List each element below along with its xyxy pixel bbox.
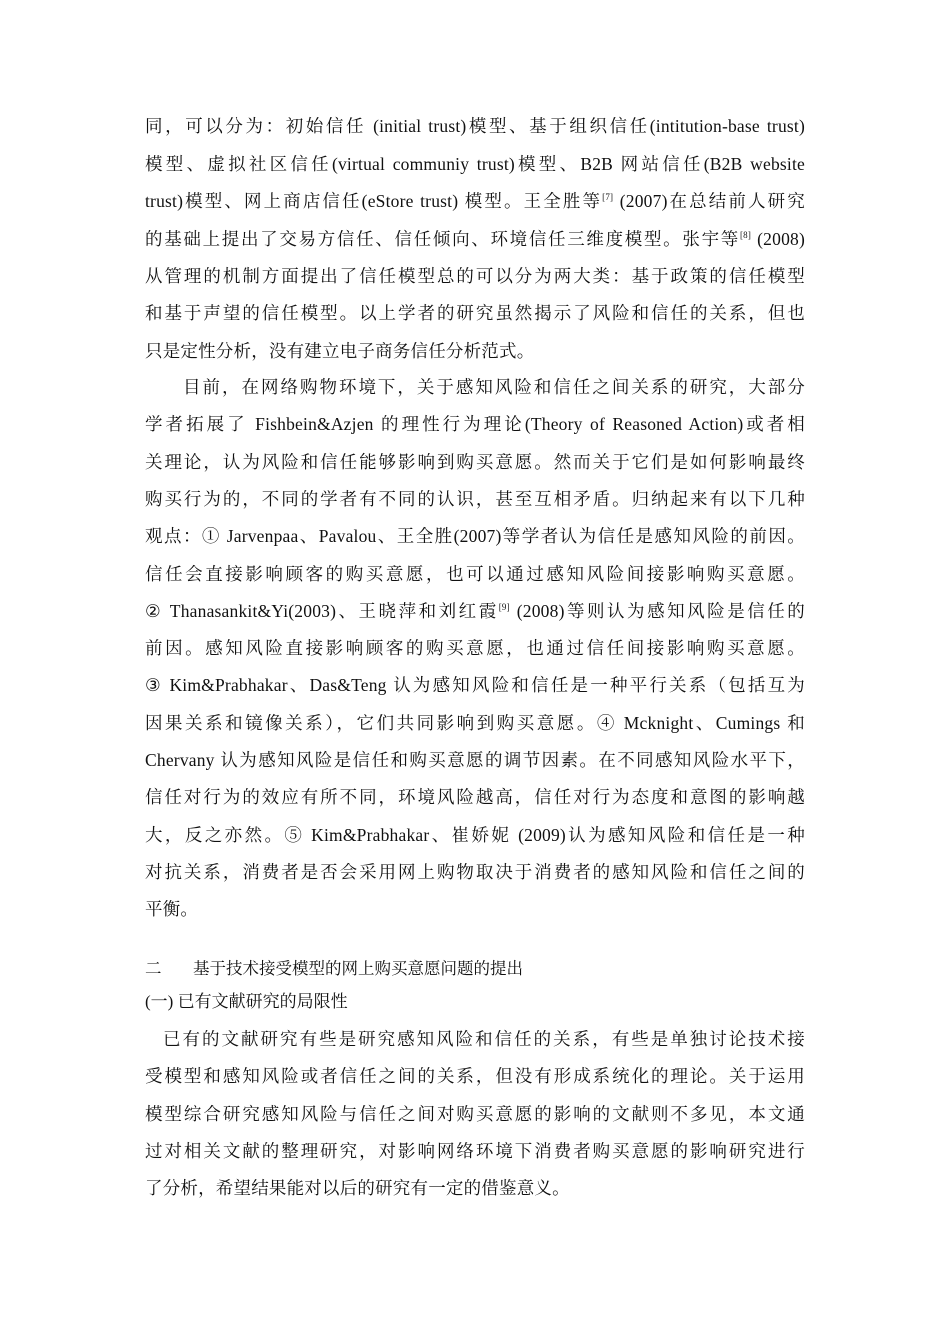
text-span: trust)模型、网上商店信任(eStore trust) 模型。王全胜等 <box>145 191 603 211</box>
text-line <box>145 600 805 622</box>
section-title: 基于技术接受模型的网上购买意愿问题的提出 <box>193 959 523 978</box>
text-line: 观点：① Jarvenpaa、Pavalou、王全胜(2007)等学者认为信任是感知风险的前因。 <box>145 526 805 546</box>
text-line: 受模型和感知风险或者信任之间的关系，但没有形成系统化的理论。关于运用 <box>145 1066 805 1086</box>
text-line: 和基于声望的信任模型。以上学者的研究虽然揭示了风险和信任的关系，但也 <box>145 303 805 323</box>
text-line: ③ Kim&Prabhakar、Das&Teng 认为感知风险和信任是一种平行关系（包括互为 <box>145 675 805 695</box>
text-line <box>145 190 805 212</box>
citation-ref: [8] <box>739 230 752 240</box>
text-line: 过对相关文献的整理研究，对影响网络环境下消费者购买意愿的影响研究进行 <box>145 1141 805 1161</box>
text-line: 大，反之亦然。⑤ Kim&Prabhakar、崔娇妮 (2009)认为感知风险和信任是一种 <box>145 825 805 845</box>
text-line: 关理论，认为风险和信任能够影响到购买意愿。然而关于它们是如何影响最终 <box>145 452 805 472</box>
citation-ref: [7] <box>602 192 614 202</box>
text-span: ② Thanasankit&Yi(2003)、王晓萍和刘红霞 <box>145 601 499 621</box>
text-line: 对抗关系，消费者是否会采用网上购物取决于消费者的感知风险和信任之间的 <box>145 862 805 882</box>
text-line: 从管理的机制方面提出了信任模型总的可以分为两大类：基于政策的信任模型 <box>145 266 805 286</box>
text-line: 只是定性分析，没有建立电子商务信任分析范式。 <box>145 341 535 361</box>
text-line: 目前，在网络购物环境下，关于感知风险和信任之间关系的研究，大部分 <box>183 377 805 397</box>
text-line: 模型、虚拟社区信任(virtual communiy trust)模型、B2B 网站信任(B2B website <box>145 154 805 174</box>
section-number: 二 <box>145 959 162 978</box>
text-line: 平衡。 <box>145 899 199 919</box>
text-line: 信任对行为的效应有所不同，环境风险越高，信任对行为态度和意图的影响越 <box>145 787 805 807</box>
text-line: 模型综合研究感知风险与信任之间对购买意愿的影响的文献则不多见，本文通 <box>145 1104 805 1124</box>
text-span: 的基础上提出了交易方信任、信任倾向、环境信任三维度模型。张宇等 <box>145 229 740 249</box>
text-span: (2008) <box>751 229 806 249</box>
text-line: 学者拓展了 Fishbein&Azjen 的理性行为理论(Theory of Reasoned Action)或者相 <box>145 414 805 434</box>
section-heading <box>145 958 523 980</box>
citation-ref: [9] <box>498 602 510 612</box>
text-line: 了分析，希望结果能对以后的研究有一定的借鉴意义。 <box>145 1178 570 1198</box>
subsection-heading: (一) 已有文献研究的局限性 <box>145 992 348 1011</box>
text-span: (2007)在总结前人研究 <box>613 191 805 211</box>
text-line: 购买行为的，不同的学者有不同的认识，甚至互相矛盾。归纳起来有以下几种 <box>145 489 805 509</box>
text-line: 同，可以分为：初始信任 (initial trust)模型、基于组织信任(intitution-base trust) <box>145 116 805 136</box>
text-span: (2008)等则认为感知风险是信任的 <box>509 601 805 621</box>
text-line <box>145 228 805 250</box>
text-line: Chervany 认为感知风险是信任和购买意愿的调节因素。在不同感知风险水平下， <box>145 750 805 770</box>
text-line: 已有的文献研究有些是研究感知风险和信任的关系，有些是单独讨论技术接 <box>163 1029 805 1049</box>
text-line: 前因。感知风险直接影响顾客的购买意愿，也通过信任间接影响购买意愿。 <box>145 638 805 658</box>
text-line: 因果关系和镜像关系），它们共同影响到购买意愿。④ Mcknight、Cumings 和 <box>145 713 805 733</box>
text-line: 信任会直接影响顾客的购买意愿，也可以通过感知风险间接影响购买意愿。 <box>145 564 805 584</box>
